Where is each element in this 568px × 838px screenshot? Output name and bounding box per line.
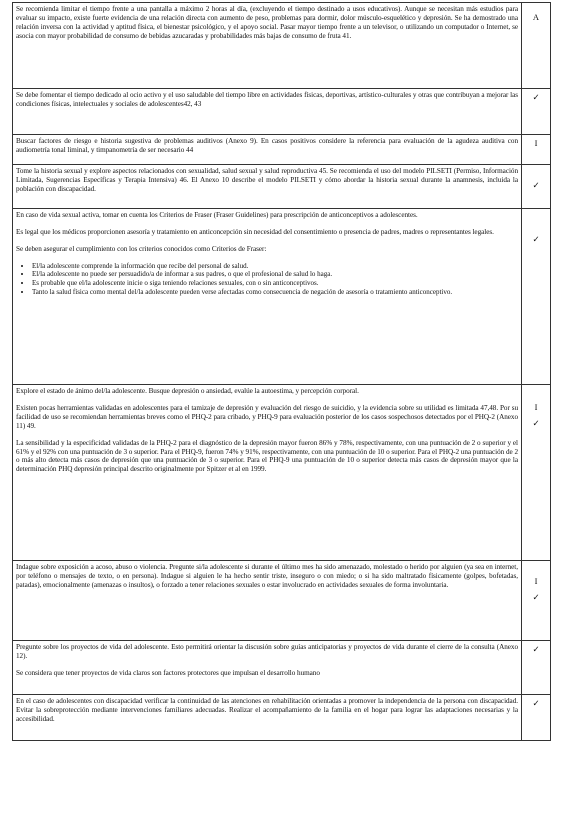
evidence-grade: ✓ [532,180,540,190]
table-row [13,165,551,209]
evidence-grade: A [532,12,540,22]
paragraph: Existen pocas herramientas validadas en adolescentes para el tamizaje de depresión y evaluación del riesgo de suicidio, y la evidencia sobre su utilidad es limitada 47,48. Por su facilidad de uso se recomiendan herramientas breves como el PHQ-2 para cribado, y PHQ-9 para evaluación posterior de los casos sospechosos detectados por el PHQ-2 (Anexo 11) 49. [16,403,518,430]
recommendation-text [13,165,522,209]
paragraph: Pregunte sobre los proyectos de vida del adolescente. Esto permitirá orientar la discusión sobre guías anticipatorias y proyectos de vida durante el cierre de la consulta (Anexo 12). [16,643,518,660]
recommendation-text [13,695,522,741]
table-row [13,3,551,89]
evidence-grade-cell [522,3,551,89]
table-row [13,135,551,165]
evidence-grade: ✓ [532,92,540,102]
table-row [13,641,551,695]
table-row [13,695,551,741]
recommendation-text [13,209,522,385]
paragraph: Indague sobre exposición a acoso, abuso o violencia. Pregunte si/la adolescente si durante el último mes ha sido amenazado, molestado o herido por alguien (ya sea en internet, por teléfono o mensajes de texto, o en persona). Indague si alguien le ha hecho sentir triste, inseguro o con miedo; o si ha sido maltratado físicamente (golpes, bofetadas, patadas), emocionalmente (amenazas o insultos), o forzado a tener relaciones sexuales o estar involucrado en actividades sexuales de forma involuntaria. [16,563,518,589]
list-item: • El/la adolescente comprende la información que recibe del personal de salud. [32,262,518,271]
table-row [13,561,551,641]
evidence-grade-cell [522,385,551,561]
recommendation-text [13,135,522,165]
evidence-grade-cell [522,209,551,385]
paragraph: Tome la historia sexual y explore aspectos relacionados con sexualidad, salud sexual y salud reproductiva 45. Se recomienda el uso del modelo PILSETI (Permiso, Información Limitada, Sugerencias Específicas y Terapia Intensiva) 46. El Anexo 10 describe el modelo PILSETI y cómo abordar la historia sexual durante la anamnesis, incluida la población con discapacidad. [16,167,518,193]
paragraph: Es legal que los médicos proporcionen asesoría y tratamiento en anticoncepción sin necesidad del consentimiento o presencia de padres, madres o representantes legales. [16,227,494,236]
recommendation-text [13,641,522,695]
list-item: • Tanto la salud física como mental del/la adolescente pueden verse afectadas como consecuencia de negación de asesoría o tratamiento anticonceptivo. [32,288,518,297]
evidence-grade-cell [522,165,551,209]
table-row [13,209,551,385]
evidence-grade-cell [522,135,551,165]
table-row [13,385,551,561]
recommendation-text [13,385,522,561]
evidence-grade: I [534,138,538,148]
recommendations-table [12,2,551,741]
evidence-grade-cell [522,641,551,695]
evidence-grade-cell [522,695,551,741]
evidence-grade: ✓ [532,234,540,244]
paragraph: En caso de vida sexual activa, tomar en cuenta los Criterios de Fraser (Fraser Guidelines) para prescripción de anticonceptivos a adolescentes. [16,211,418,219]
evidence-grade: I [534,576,538,586]
table-row [13,89,551,135]
evidence-grade: ✓ [532,592,540,602]
evidence-grade: ✓ [532,698,540,708]
list-item: • Es probable que el/la adolescente inicie o siga teniendo relaciones sexuales, con o sin anticonceptivos. [32,279,518,288]
paragraph: Se debe fomentar el tiempo dedicado al ocio activo y el uso saludable del tiempo libre en actividades físicas, deportivas, artístico-culturales y otras que contribuyan a mejorar las condiciones físicas, intelectuales y sociales de adolescentes42, 43 [16,91,518,108]
fraser-criteria-list [16,262,518,296]
paragraph: En el caso de adolescentes con discapacidad verificar la continuidad de las atenciones en rehabilitación orientadas a promover la independencia de la persona con discapacidad. Evitar la sobreprotección mediante intervenciones familiares adecuadas. Realizar el acompañamiento de la familia en el hogar para lograr las adaptaciones necesarias y la accesibilidad. [16,697,518,723]
recommendation-text [13,561,522,641]
paragraph: Se considera que tener proyectos de vida claros son factores protectores que impulsan el desarrollo humano [16,668,320,677]
paragraph: Buscar factores de riesgo e historia sugestiva de problemas auditivos (Anexo 9). En casos positivos considere la referencia para evaluación de la agudeza auditiva con audiometría tonal liminal, y timpanometría de ser necesario 44 [16,137,518,154]
evidence-grade-cell [522,89,551,135]
recommendation-text [13,89,522,135]
evidence-grade: ✓ [532,644,540,654]
paragraph: La sensibilidad y la especificidad validadas de la PHQ-2 para el diagnóstico de la depresión mayor fueron 86% y 78%, respectivamente, con una puntuación de 2 o superior y el 61% y el 92% con una puntuación de 3 o superior. Para el PHQ-9, fueron 74% y 91%, respectivamente, con una puntuación de 10 o superior. Para el PHQ-2 una puntuación de 2 o más alto detecta más casos de depresión que una puntuación de 3 o superior. Para el PHQ-9 una puntuación de 10 o superior detecta más casos de depresión mayor que la determinación PHQ depresión principal descrito originalmente por Spitzer et al en 1999. [16,438,518,474]
evidence-grade: ✓ [532,418,540,428]
recommendation-text [13,3,522,89]
paragraph: Explore el estado de ánimo del/la adolescente. Busque depresión o ansiedad, evalúe la autoestima, y percepción corporal. [16,387,359,395]
evidence-grade-cell [522,561,551,641]
evidence-grade: I [534,402,538,412]
list-item: • El/la adolescente no puede ser persuadido/a de informar a sus padres, o que el profesional de salud lo haga. [32,270,518,279]
paragraph: Se deben asegurar el cumplimiento con los criterios conocidos como Criterios de Fraser: [16,244,267,253]
paragraph: Se recomienda limitar el tiempo frente a una pantalla a máximo 2 horas al día, (excluyendo el tiempo destinado a usos educativos). Aunque se necesitan más estudios para evaluar su impacto, existe fuerte evidencia de una relación directa con aumento de peso, problemas para dormir, dolor músculo-esquelético y depresión. Se ha demostrado una relación inversa con la actividad y aptitud física, el bienestar psicológico, y el apoyo social. Pasar mayor tiempo frente a un televisor, o utilizando un computador o Internet, se asocia con mayor probabilidad de consumo de bebidas azucaradas y probabilidades más bajas de consumo de fruta 41. [16,5,518,40]
